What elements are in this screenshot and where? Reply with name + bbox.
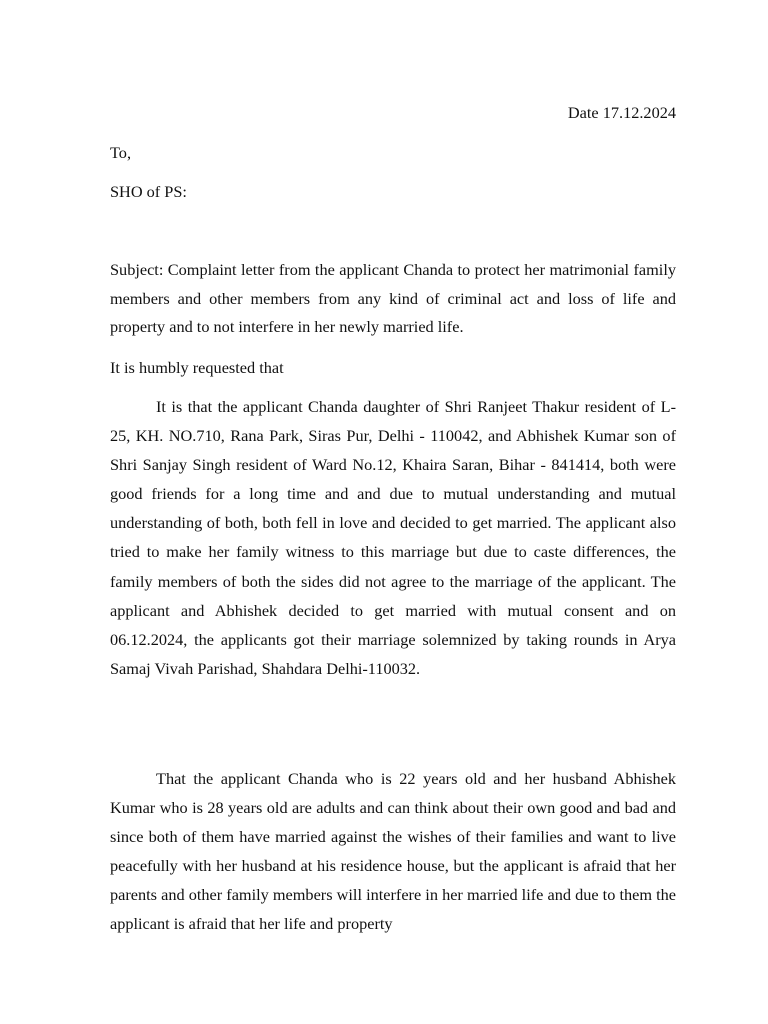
- salutation: To,: [110, 143, 132, 162]
- recipient: SHO of PS:: [110, 182, 187, 201]
- body-paragraph-2: That the applicant Chanda who is 22 years old and her husband Abhishek Kumar who is 28 years old are adults and can think about their own good and bad and since both of them have married against the wishes of their families and want to live peacefully with her husband at his residence house, but the applicant is afraid that her parents and other family members will interfere in her married life and due to them the applicant is afraid that her life and property: [110, 769, 676, 934]
- subject-paragraph: Subject: Complaint letter from the applicant Chanda to protect her matrimonial family members and other members from any kind of criminal act and loss of life and property and to not interfere in her newly married life.: [110, 260, 676, 336]
- request-line: It is humbly requested that: [110, 358, 284, 377]
- body-paragraph-1: It is that the applicant Chanda daughter of Shri Ranjeet Thakur resident of L-25, KH. NO.710, Rana Park, Siras Pur, Delhi - 110042, and Abhishek Kumar son of Shri Sanjay Singh resident of Ward No.12, Khaira Saran, Bihar - 841414, both were good friends for a long time and and due to mutual understanding and mutual understanding of both, both fell in love and decided to get married. The applicant also tried to make her family witness to this marriage but due to caste differences, the family members of both the sides did not agree to the marriage of the applicant. The applicant and Abhishek decided to get married with mutual consent and on 06.12.2024, the applicants got their marriage solemnized by taking rounds in Arya Samaj Vivah Parishad, Shahdara Delhi-110032.: [110, 397, 676, 678]
- letter-date: Date 17.12.2024: [567, 103, 676, 122]
